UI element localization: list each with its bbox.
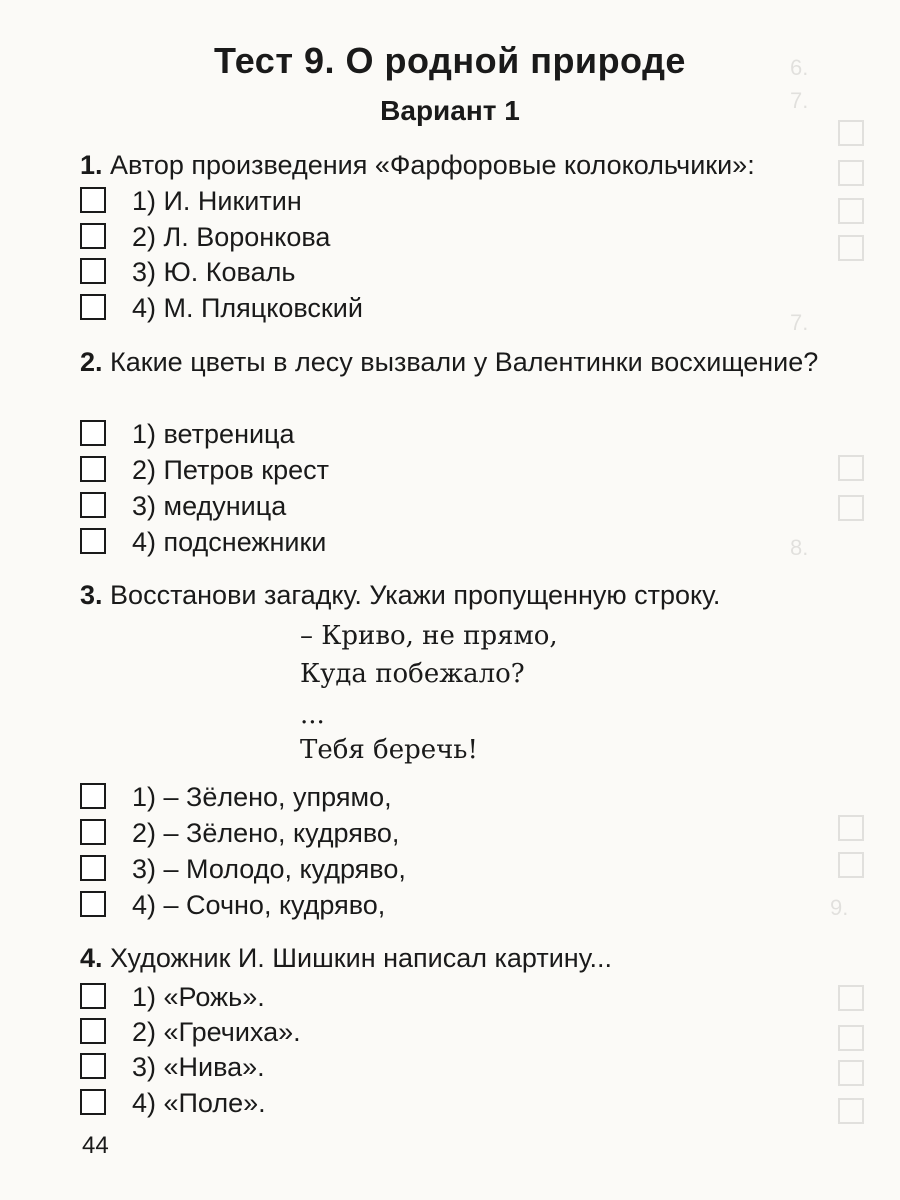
option-label: 3) – Молодо, кудряво, <box>132 854 406 884</box>
question-1 <box>80 145 870 185</box>
question-text: Какие цветы в лесу вызвали у Валентинки восхищение? <box>110 347 819 377</box>
page-number: 44 <box>82 1132 109 1159</box>
riddle-line-3: ... <box>300 700 325 730</box>
option-label: 1) И. Никитин <box>132 186 302 216</box>
option-label: 4) – Сочно, кудряво, <box>132 890 386 920</box>
riddle-line-2: Куда побежало? <box>300 659 525 689</box>
answer-checkbox[interactable] <box>80 1018 106 1044</box>
question-4 <box>80 938 870 978</box>
answer-checkbox[interactable] <box>80 855 106 881</box>
page-title: Тест 9. О родной природе <box>214 40 686 81</box>
question-number: 2. <box>80 347 103 377</box>
option-label: 3) медуница <box>132 491 287 521</box>
bleed-through-background: 6. 7. 7. 8. 9. <box>0 0 900 1200</box>
answer-checkbox[interactable] <box>80 456 106 482</box>
answer-checkbox[interactable] <box>80 528 106 554</box>
option-label: 3) Ю. Коваль <box>132 257 296 287</box>
answer-checkbox[interactable] <box>80 492 106 518</box>
option-label: 2) Петров крест <box>132 455 329 485</box>
answer-checkbox[interactable] <box>80 187 106 213</box>
option-label: 1) «Рожь». <box>132 982 265 1012</box>
option-label: 4) «Поле». <box>132 1088 266 1118</box>
answer-checkbox[interactable] <box>80 223 106 249</box>
option-label: 2) Л. Воронкова <box>132 222 331 252</box>
question-number: 4. <box>80 943 103 973</box>
option-label: 2) «Гречиха». <box>132 1017 301 1047</box>
question-number: 1. <box>80 150 103 180</box>
answer-checkbox[interactable] <box>80 783 106 809</box>
riddle-line-4: Тебя беречь! <box>300 735 478 765</box>
answer-checkbox[interactable] <box>80 1089 106 1115</box>
answer-checkbox[interactable] <box>80 294 106 320</box>
option-label: 3) «Нива». <box>132 1052 265 1082</box>
option-label: 1) ветреница <box>132 419 295 449</box>
question-text: Восстанови загадку. Укажи пропущенную строку. <box>110 580 721 610</box>
answer-checkbox[interactable] <box>80 1053 106 1079</box>
question-text: Автор произведения «Фарфоровые колокольчики»: <box>110 150 755 180</box>
answer-checkbox[interactable] <box>80 258 106 284</box>
question-number: 3. <box>80 580 103 610</box>
option-label: 4) М. Пляцковский <box>132 293 363 323</box>
variant-title: Вариант 1 <box>380 95 520 126</box>
answer-checkbox[interactable] <box>80 819 106 845</box>
question-2 <box>80 342 870 382</box>
answer-checkbox[interactable] <box>80 420 106 446</box>
option-label: 4) подснежники <box>132 527 327 557</box>
question-3 <box>80 575 870 615</box>
answer-checkbox[interactable] <box>80 983 106 1009</box>
riddle-line-1: – Криво, не прямо, <box>300 621 558 651</box>
option-label: 1) – Зёлено, упрямо, <box>132 782 392 812</box>
answer-checkbox[interactable] <box>80 891 106 917</box>
option-label: 2) – Зёлено, кудряво, <box>132 818 400 848</box>
question-text: Художник И. Шишкин написал картину... <box>110 943 613 973</box>
